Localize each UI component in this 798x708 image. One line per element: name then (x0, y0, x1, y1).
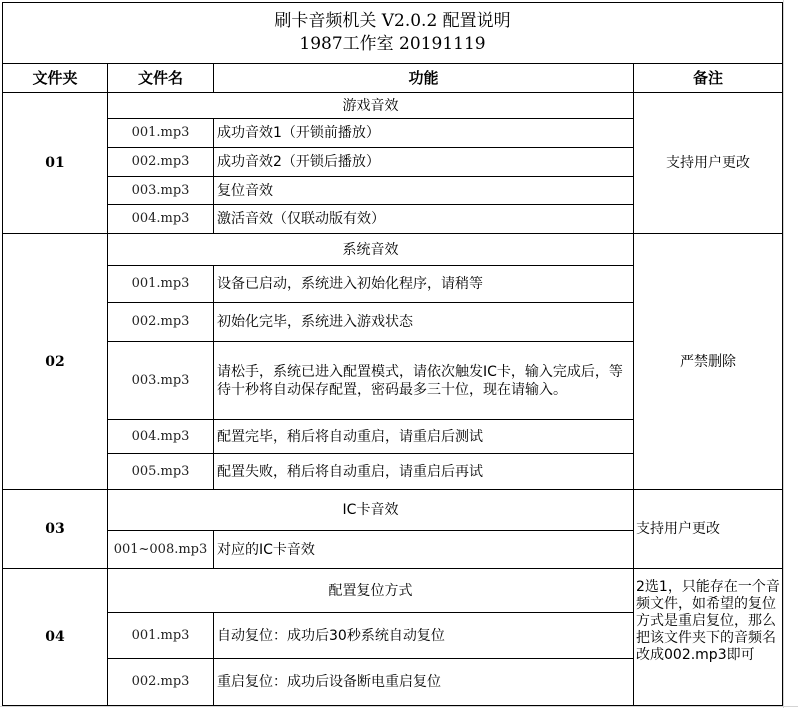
function-cell: 配置失败，稍后将自动重启，请重启后再试 (213, 453, 634, 490)
function-cell: 设备已启动，系统进入初始化程序，请稍等 (213, 265, 634, 303)
filename-cell: 005.mp3 (107, 453, 214, 490)
filename-cell: 001.mp3 (107, 612, 214, 659)
filename-cell: 002.mp3 (107, 147, 214, 177)
note-cell-04: 2选1，只能存在一个音频文件，如希望的复位方式是重启复位，那么把该文件夹下的音频名改成002.mp3即可 (633, 568, 783, 706)
sheet-gridline (0, 706, 798, 707)
folder-cell-04: 04 (2, 568, 108, 706)
filename-cell: 004.mp3 (107, 204, 214, 234)
note-cell-02: 严禁删除 (633, 233, 783, 490)
filename-cell: 004.mp3 (107, 419, 214, 454)
filename-cell: 003.mp3 (107, 176, 214, 205)
header-note: 备注 (633, 63, 783, 93)
function-cell: 对应的IC卡音效 (213, 530, 634, 569)
filename-cell: 002.mp3 (107, 658, 214, 706)
function-cell: 成功音效2（开锁后播放） (213, 147, 634, 177)
folder-cell-02: 02 (2, 233, 108, 490)
title-line-1: 刷卡音频机关 V2.0.2 配置说明 (274, 11, 511, 31)
note-cell-03: 支持用户更改 (633, 489, 783, 569)
filename-cell: 002.mp3 (107, 302, 214, 342)
function-cell: 复位音效 (213, 176, 634, 205)
document-title (2, 2, 783, 64)
category-reset-mode: 配置复位方式 (107, 568, 634, 613)
note-cell-01: 支持用户更改 (633, 92, 783, 234)
filename-cell: 001.mp3 (107, 265, 214, 303)
function-cell: 成功音效1（开锁前播放） (213, 118, 634, 148)
header-folder: 文件夹 (2, 63, 108, 93)
function-cell: 配置完毕，稍后将自动重启，请重启后测试 (213, 419, 634, 454)
filename-cell: 001~008.mp3 (107, 530, 214, 569)
category-ic-card-sounds: IC卡音效 (107, 489, 634, 531)
function-cell: 自动复位：成功后30秒系统自动复位 (213, 612, 634, 659)
filename-cell: 003.mp3 (107, 341, 214, 420)
header-function: 功能 (213, 63, 634, 93)
function-cell: 重启复位：成功后设备断电重启复位 (213, 658, 634, 706)
header-filename: 文件名 (107, 63, 214, 93)
category-system-sounds: 系统音效 (107, 233, 634, 266)
filename-cell: 001.mp3 (107, 118, 214, 148)
function-cell: 初始化完毕，系统进入游戏状态 (213, 302, 634, 342)
title-line-2: 1987工作室 20191119 (299, 34, 486, 54)
function-cell: 激活音效（仅联动版有效） (213, 204, 634, 234)
folder-cell-01: 01 (2, 92, 108, 234)
category-game-sounds: 游戏音效 (107, 92, 634, 119)
folder-cell-03: 03 (2, 489, 108, 569)
function-cell: 请松手，系统已进入配置模式，请依次触发IC卡，输入完成后，等待十秒将自动保存配置，密码最多三十位，现在请输入。 (213, 341, 634, 420)
sheet-gridline (783, 0, 784, 708)
